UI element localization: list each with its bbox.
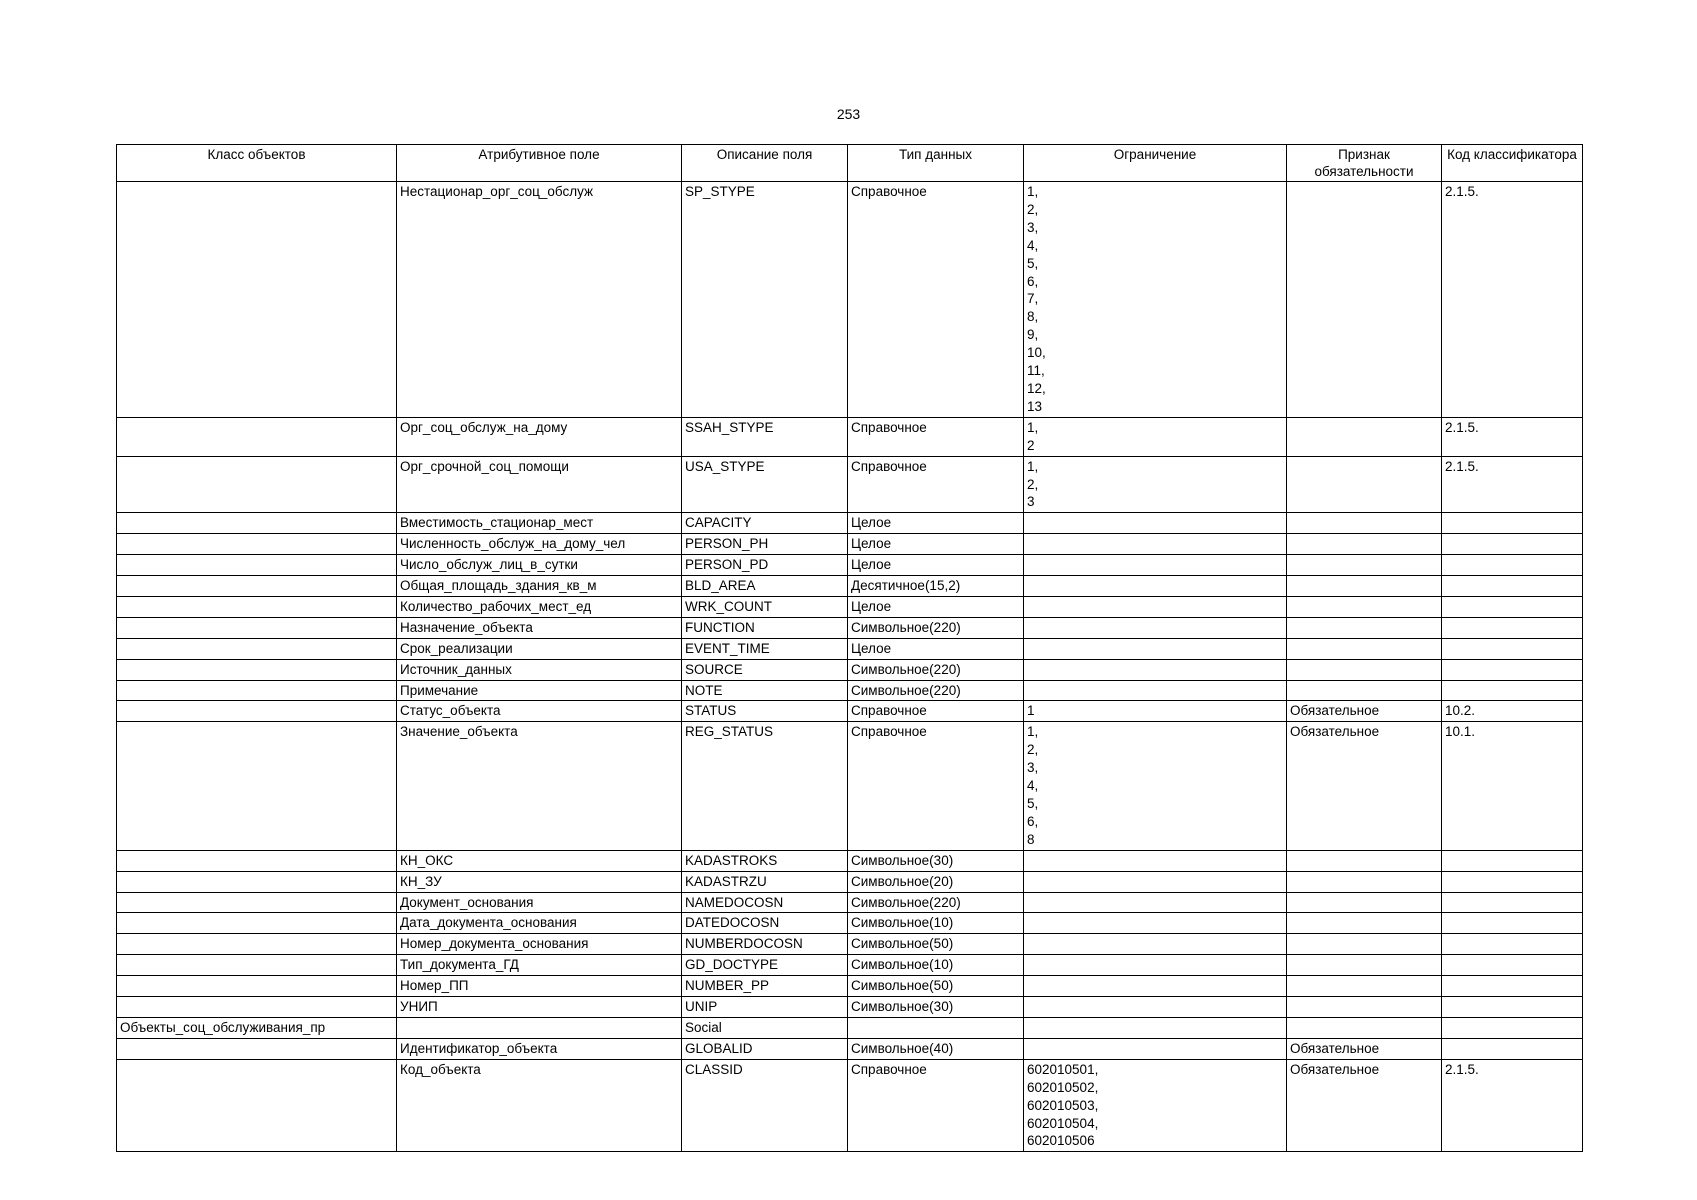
header-object-class: Класс объектов — [117, 145, 397, 182]
field-description-cell: GD_DOCTYPE — [682, 955, 848, 976]
data-type-cell: Символьное(10) — [848, 955, 1024, 976]
field-description-cell: PERSON_PD — [682, 555, 848, 576]
data-type-cell: Символьное(220) — [848, 680, 1024, 701]
attribute-field-cell: Численность_обслуж_на_дому_чел — [397, 534, 682, 555]
data-type-cell: Символьное(20) — [848, 871, 1024, 892]
field-description-cell: Social — [682, 1017, 848, 1038]
required-flag-cell — [1287, 955, 1442, 976]
classifier-code-cell — [1442, 976, 1583, 997]
field-description-cell: EVENT_TIME — [682, 638, 848, 659]
object-class-cell — [117, 576, 397, 597]
required-flag-cell — [1287, 934, 1442, 955]
attribute-table — [116, 144, 1583, 1152]
classifier-code-cell — [1442, 638, 1583, 659]
object-class-cell — [117, 955, 397, 976]
constraint-cell: 1, 2, 3, 4, 5, 6, 8 — [1024, 722, 1287, 850]
classifier-code-cell — [1442, 1017, 1583, 1038]
constraint-cell — [1024, 1038, 1287, 1059]
constraint-cell: 1, 2, 3, 4, 5, 6, 7, 8, 9, 10, 11, 12, 13 — [1024, 182, 1287, 418]
data-type-cell: Справочное — [848, 701, 1024, 722]
attribute-field-cell: Число_обслуж_лиц_в_сутки — [397, 555, 682, 576]
object-class-cell — [117, 1059, 397, 1152]
data-type-cell: Символьное(40) — [848, 1038, 1024, 1059]
header-field-description: Описание поля — [682, 145, 848, 182]
table-row — [117, 1038, 1583, 1059]
classifier-code-cell: 2.1.5. — [1442, 1059, 1583, 1152]
data-type-cell: Символьное(220) — [848, 617, 1024, 638]
attribute-field-cell — [397, 1017, 682, 1038]
field-description-cell: STATUS — [682, 701, 848, 722]
required-flag-cell — [1287, 680, 1442, 701]
field-description-cell: WRK_COUNT — [682, 596, 848, 617]
constraint-cell — [1024, 850, 1287, 871]
object-class-cell — [117, 997, 397, 1018]
object-class-cell — [117, 638, 397, 659]
attribute-field-cell: Номер_ПП — [397, 976, 682, 997]
constraint-cell — [1024, 659, 1287, 680]
table-row — [117, 638, 1583, 659]
classifier-code-cell — [1442, 617, 1583, 638]
table-row — [117, 913, 1583, 934]
header-required-flag: Признак обязательности — [1287, 145, 1442, 182]
table-row — [117, 1017, 1583, 1038]
attribute-field-cell: Орг_соц_обслуж_на_дому — [397, 417, 682, 456]
object-class-cell — [117, 722, 397, 850]
constraint-cell — [1024, 638, 1287, 659]
object-class-cell — [117, 871, 397, 892]
required-flag-cell — [1287, 913, 1442, 934]
classifier-code-cell: 10.2. — [1442, 701, 1583, 722]
field-description-cell: USA_STYPE — [682, 456, 848, 513]
table-row — [117, 513, 1583, 534]
classifier-code-cell: 10.1. — [1442, 722, 1583, 850]
required-flag-cell — [1287, 659, 1442, 680]
attribute-field-cell: Тип_документа_ГД — [397, 955, 682, 976]
classifier-code-cell — [1442, 955, 1583, 976]
field-description-cell: SP_STYPE — [682, 182, 848, 418]
object-class-cell — [117, 555, 397, 576]
classifier-code-cell — [1442, 513, 1583, 534]
table-row — [117, 182, 1583, 418]
field-description-cell: REG_STATUS — [682, 722, 848, 850]
table-row — [117, 576, 1583, 597]
attribute-field-cell: Общая_площадь_здания_кв_м — [397, 576, 682, 597]
required-flag-cell — [1287, 456, 1442, 513]
table-row — [117, 534, 1583, 555]
classifier-code-cell — [1442, 576, 1583, 597]
table-row — [117, 456, 1583, 513]
classifier-code-cell — [1442, 934, 1583, 955]
field-description-cell: NAMEDOCOSN — [682, 892, 848, 913]
field-description-cell: SSAH_STYPE — [682, 417, 848, 456]
constraint-cell — [1024, 1017, 1287, 1038]
data-type-cell: Целое — [848, 534, 1024, 555]
page-number: 253 — [836, 106, 861, 122]
attribute-field-cell: Статус_объекта — [397, 701, 682, 722]
object-class-cell — [117, 1038, 397, 1059]
field-description-cell: NUMBERDOCOSN — [682, 934, 848, 955]
constraint-cell: 1, 2 — [1024, 417, 1287, 456]
data-type-cell: Символьное(30) — [848, 850, 1024, 871]
data-type-cell: Символьное(220) — [848, 892, 1024, 913]
data-type-cell: Целое — [848, 513, 1024, 534]
table-row — [117, 934, 1583, 955]
object-class-cell — [117, 850, 397, 871]
required-flag-cell: Обязательное — [1287, 1059, 1442, 1152]
field-description-cell: KADASTROKS — [682, 850, 848, 871]
attribute-field-cell: Вместимость_стационар_мест — [397, 513, 682, 534]
constraint-cell — [1024, 934, 1287, 955]
classifier-code-cell: 2.1.5. — [1442, 417, 1583, 456]
required-flag-cell — [1287, 850, 1442, 871]
field-description-cell: GLOBALID — [682, 1038, 848, 1059]
field-description-cell: CAPACITY — [682, 513, 848, 534]
table-row — [117, 722, 1583, 850]
attribute-field-cell: Нестационар_орг_соц_обслуж — [397, 182, 682, 418]
field-description-cell: UNIP — [682, 997, 848, 1018]
data-type-cell — [848, 1017, 1024, 1038]
required-flag-cell — [1287, 1017, 1442, 1038]
field-description-cell: KADASTRZU — [682, 871, 848, 892]
attribute-field-cell: Код_объекта — [397, 1059, 682, 1152]
constraint-cell — [1024, 617, 1287, 638]
classifier-code-cell — [1442, 555, 1583, 576]
object-class-cell — [117, 417, 397, 456]
classifier-code-cell — [1442, 871, 1583, 892]
data-type-cell: Символьное(30) — [848, 997, 1024, 1018]
object-class-cell — [117, 976, 397, 997]
constraint-cell — [1024, 892, 1287, 913]
constraint-cell: 1, 2, 3 — [1024, 456, 1287, 513]
object-class-cell — [117, 680, 397, 701]
classifier-code-cell: 2.1.5. — [1442, 456, 1583, 513]
header-attribute-field: Атрибутивное поле — [397, 145, 682, 182]
object-class-cell — [117, 182, 397, 418]
object-class-cell — [117, 456, 397, 513]
field-description-cell: FUNCTION — [682, 617, 848, 638]
attribute-field-cell: Источник_данных — [397, 659, 682, 680]
table-row — [117, 1059, 1583, 1152]
header-data-type: Тип данных — [848, 145, 1024, 182]
data-type-cell: Справочное — [848, 182, 1024, 418]
required-flag-cell: Обязательное — [1287, 701, 1442, 722]
classifier-code-cell — [1442, 680, 1583, 701]
attribute-field-cell: Идентификатор_объекта — [397, 1038, 682, 1059]
attribute-field-cell: Дата_документа_основания — [397, 913, 682, 934]
field-description-cell: NUMBER_PP — [682, 976, 848, 997]
required-flag-cell — [1287, 638, 1442, 659]
attribute-field-cell: Номер_документа_основания — [397, 934, 682, 955]
object-class-cell — [117, 659, 397, 680]
attribute-field-cell: Орг_срочной_соц_помощи — [397, 456, 682, 513]
object-class-cell — [117, 596, 397, 617]
table-row — [117, 617, 1583, 638]
constraint-cell — [1024, 997, 1287, 1018]
data-type-cell: Справочное — [848, 456, 1024, 513]
classifier-code-cell — [1442, 1038, 1583, 1059]
constraint-cell — [1024, 680, 1287, 701]
object-class-cell — [117, 892, 397, 913]
object-class-cell — [117, 534, 397, 555]
data-type-cell: Символьное(10) — [848, 913, 1024, 934]
data-type-cell: Справочное — [848, 417, 1024, 456]
field-description-cell: SOURCE — [682, 659, 848, 680]
data-type-cell: Символьное(220) — [848, 659, 1024, 680]
attribute-field-cell: Значение_объекта — [397, 722, 682, 850]
object-class-cell — [117, 513, 397, 534]
attribute-field-cell: Документ_основания — [397, 892, 682, 913]
attribute-field-cell: Примечание — [397, 680, 682, 701]
attribute-field-cell: КН_ОКС — [397, 850, 682, 871]
constraint-cell: 1 — [1024, 701, 1287, 722]
constraint-cell — [1024, 871, 1287, 892]
constraint-cell — [1024, 955, 1287, 976]
required-flag-cell — [1287, 997, 1442, 1018]
table-row — [117, 680, 1583, 701]
classifier-code-cell — [1442, 913, 1583, 934]
classifier-code-cell: 2.1.5. — [1442, 182, 1583, 418]
field-description-cell: NOTE — [682, 680, 848, 701]
object-class-cell — [117, 934, 397, 955]
classifier-code-cell — [1442, 892, 1583, 913]
required-flag-cell: Обязательное — [1287, 722, 1442, 850]
constraint-cell — [1024, 534, 1287, 555]
table-row — [117, 976, 1583, 997]
object-class-cell — [117, 617, 397, 638]
table-row — [117, 955, 1583, 976]
data-type-cell: Целое — [848, 638, 1024, 659]
required-flag-cell — [1287, 596, 1442, 617]
constraint-cell — [1024, 576, 1287, 597]
constraint-cell — [1024, 513, 1287, 534]
table-row — [117, 871, 1583, 892]
table-row — [117, 850, 1583, 871]
object-class-cell: Объекты_соц_обслуживания_пр — [117, 1017, 397, 1038]
attribute-field-cell: УНИП — [397, 997, 682, 1018]
constraint-cell: 602010501, 602010502, 602010503, 602010504, 602010506 — [1024, 1059, 1287, 1152]
classifier-code-cell — [1442, 659, 1583, 680]
required-flag-cell — [1287, 513, 1442, 534]
table-body — [117, 182, 1583, 1152]
attribute-field-cell: Назначение_объекта — [397, 617, 682, 638]
constraint-cell — [1024, 913, 1287, 934]
attribute-field-cell: КН_ЗУ — [397, 871, 682, 892]
data-type-cell: Десятичное(15,2) — [848, 576, 1024, 597]
table-row — [117, 417, 1583, 456]
classifier-code-cell — [1442, 534, 1583, 555]
data-type-cell: Символьное(50) — [848, 934, 1024, 955]
data-type-cell: Справочное — [848, 722, 1024, 850]
classifier-code-cell — [1442, 850, 1583, 871]
header-classifier-code: Код классификатора — [1442, 145, 1583, 182]
required-flag-cell — [1287, 555, 1442, 576]
required-flag-cell — [1287, 617, 1442, 638]
required-flag-cell — [1287, 534, 1442, 555]
field-description-cell: BLD_AREA — [682, 576, 848, 597]
field-description-cell: CLASSID — [682, 1059, 848, 1152]
data-type-cell: Справочное — [848, 1059, 1024, 1152]
constraint-cell — [1024, 976, 1287, 997]
required-flag-cell — [1287, 576, 1442, 597]
constraint-cell — [1024, 555, 1287, 576]
data-type-cell: Символьное(50) — [848, 976, 1024, 997]
table-header-row — [117, 145, 1583, 182]
field-description-cell: PERSON_PH — [682, 534, 848, 555]
attribute-field-cell: Срок_реализации — [397, 638, 682, 659]
required-flag-cell: Обязательное — [1287, 1038, 1442, 1059]
data-type-cell: Целое — [848, 555, 1024, 576]
table-row — [117, 596, 1583, 617]
required-flag-cell — [1287, 871, 1442, 892]
table-row — [117, 659, 1583, 680]
object-class-cell — [117, 701, 397, 722]
field-description-cell: DATEDOCOSN — [682, 913, 848, 934]
table-row — [117, 555, 1583, 576]
header-constraint: Ограничение — [1024, 145, 1287, 182]
required-flag-cell — [1287, 417, 1442, 456]
object-class-cell — [117, 913, 397, 934]
constraint-cell — [1024, 596, 1287, 617]
required-flag-cell — [1287, 892, 1442, 913]
table-row — [117, 997, 1583, 1018]
table-row — [117, 701, 1583, 722]
classifier-code-cell — [1442, 596, 1583, 617]
data-type-cell: Целое — [848, 596, 1024, 617]
required-flag-cell — [1287, 182, 1442, 418]
required-flag-cell — [1287, 976, 1442, 997]
attribute-field-cell: Количество_рабочих_мест_ед — [397, 596, 682, 617]
classifier-code-cell — [1442, 997, 1583, 1018]
table-row — [117, 892, 1583, 913]
